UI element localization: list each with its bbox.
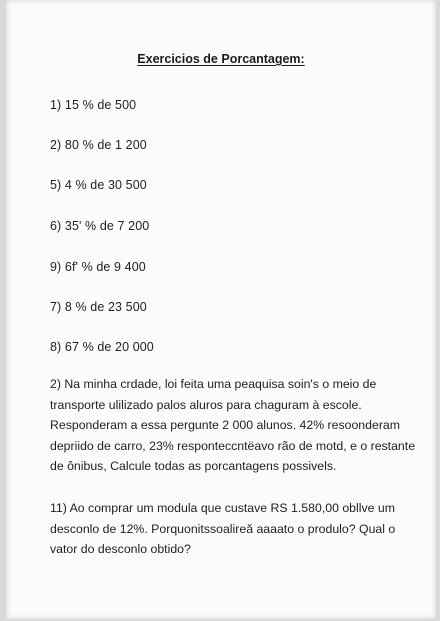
exercise-item: 6) 35' % de 7 200	[50, 219, 150, 233]
worksheet-page	[6, 0, 436, 619]
exercise-item: 1) 15 % de 500	[50, 98, 137, 112]
exercise-item: 2) 80 % de 1 200	[50, 138, 147, 152]
problem-line: de ônibus, Calcule todas as porcantagens possivels.	[50, 459, 337, 473]
problem-line: depriido de carro, 23% responteccntёavo rão de motd, e o restante	[50, 438, 416, 453]
problem-line: transporte ulilizado palos aluros para chaguram à escole.	[50, 397, 362, 412]
worksheet-title	[6, 52, 436, 66]
problem-line: Responderam a essa pergunte 2 000 alunos. 42% resoonderam	[50, 418, 401, 432]
problem-line: 11) Ao comprar um modula que custave RS 1.580,00 obllve um	[50, 501, 395, 515]
exercise-item: 9) 6f' % de 9 400	[50, 260, 146, 274]
problem-line: desconlo de 12%. Porquonitssoalireă aaaato o produlo? Qual o	[50, 521, 396, 536]
problem-line: vator do desconlo obtido?	[50, 542, 191, 556]
exercise-item: 5) 4 % de 30 500	[50, 178, 147, 192]
exercise-item: 7) 8 % de 23 500	[50, 300, 147, 314]
problem-line: 2) Na minha crdade, loi feita uma peaquisa soin's o meio de	[50, 377, 377, 391]
word-problem-transport	[50, 374, 416, 477]
word-problem-discount	[50, 498, 400, 560]
title-text: Exercicios de Porcantagem:	[137, 52, 305, 66]
exercise-item: 8) 67 % de 20 000	[50, 340, 154, 354]
